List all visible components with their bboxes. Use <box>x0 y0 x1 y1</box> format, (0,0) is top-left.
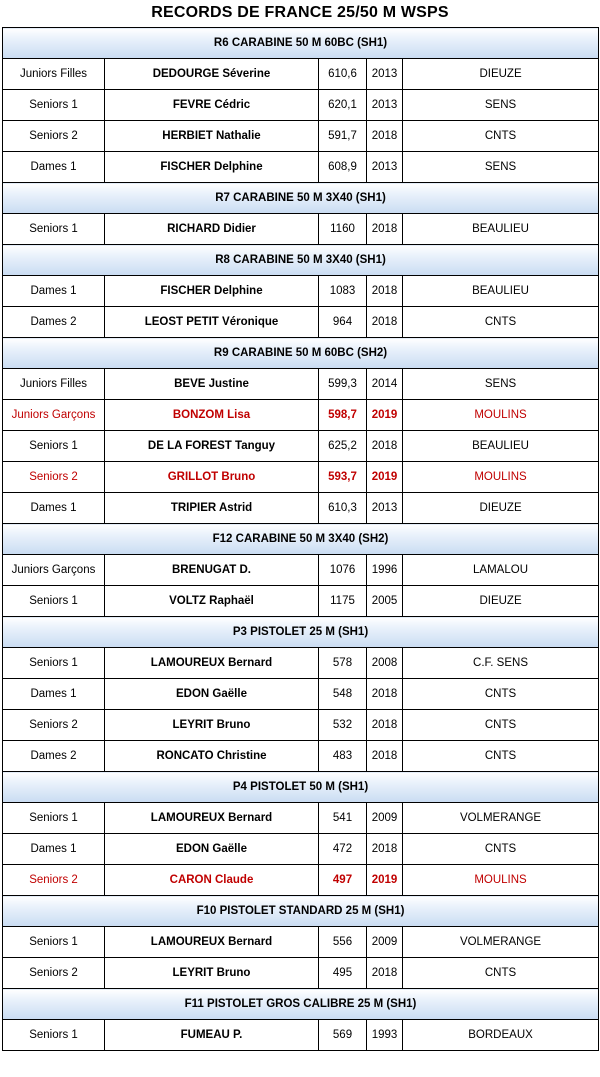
record-year: 2013 <box>367 493 403 524</box>
record-row <box>3 648 599 679</box>
record-category: Seniors 1 <box>3 1020 105 1051</box>
page-title: RECORDS DE FRANCE 25/50 M WSPS <box>151 4 449 21</box>
record-place: MOULINS <box>403 400 599 431</box>
record-place: CNTS <box>403 741 599 772</box>
record-row <box>3 710 599 741</box>
section-header: R8 CARABINE 50 M 3X40 (SH1) <box>3 245 599 276</box>
record-athlete: LEYRIT Bruno <box>105 958 319 989</box>
record-year: 2005 <box>367 586 403 617</box>
record-athlete: LAMOUREUX Bernard <box>105 803 319 834</box>
record-athlete: RONCATO Christine <box>105 741 319 772</box>
record-athlete: FUMEAU P. <box>105 1020 319 1051</box>
record-score: 548 <box>319 679 367 710</box>
record-score: 593,7 <box>319 462 367 493</box>
record-score: 569 <box>319 1020 367 1051</box>
record-category: Juniors Garçons <box>3 555 105 586</box>
record-place: BEAULIEU <box>403 431 599 462</box>
record-year: 2019 <box>367 400 403 431</box>
record-year: 2008 <box>367 648 403 679</box>
record-athlete: LEOST PETIT Véronique <box>105 307 319 338</box>
record-score: 556 <box>319 927 367 958</box>
record-year: 2013 <box>367 90 403 121</box>
record-row <box>3 214 599 245</box>
record-athlete: BEVE Justine <box>105 369 319 400</box>
section-header-row <box>3 338 599 369</box>
record-place: VOLMERANGE <box>403 927 599 958</box>
record-row <box>3 90 599 121</box>
record-score: 599,3 <box>319 369 367 400</box>
record-year: 2019 <box>367 462 403 493</box>
record-category: Dames 1 <box>3 679 105 710</box>
record-row <box>3 59 599 90</box>
record-category: Juniors Filles <box>3 369 105 400</box>
record-place: SENS <box>403 369 599 400</box>
record-place: DIEUZE <box>403 586 599 617</box>
record-year: 2013 <box>367 59 403 90</box>
record-year: 1996 <box>367 555 403 586</box>
record-score: 1175 <box>319 586 367 617</box>
record-row <box>3 276 599 307</box>
record-athlete: FEVRE Cédric <box>105 90 319 121</box>
record-year: 2018 <box>367 958 403 989</box>
record-category: Dames 1 <box>3 276 105 307</box>
record-category: Juniors Garçons <box>3 400 105 431</box>
record-athlete: RICHARD Didier <box>105 214 319 245</box>
record-row <box>3 803 599 834</box>
section-header: R6 CARABINE 50 M 60BC (SH1) <box>3 28 599 59</box>
record-score: 497 <box>319 865 367 896</box>
record-category: Seniors 1 <box>3 214 105 245</box>
record-category: Dames 1 <box>3 493 105 524</box>
record-athlete: TRIPIER Astrid <box>105 493 319 524</box>
section-header-row <box>3 989 599 1020</box>
record-row <box>3 431 599 462</box>
record-score: 625,2 <box>319 431 367 462</box>
record-score: 591,7 <box>319 121 367 152</box>
record-athlete: BONZOM Lisa <box>105 400 319 431</box>
record-score: 610,3 <box>319 493 367 524</box>
record-place: BORDEAUX <box>403 1020 599 1051</box>
record-category: Seniors 1 <box>3 586 105 617</box>
record-row <box>3 741 599 772</box>
section-header: F10 PISTOLET STANDARD 25 M (SH1) <box>3 896 599 927</box>
record-athlete: EDON Gaëlle <box>105 679 319 710</box>
record-athlete: LAMOUREUX Bernard <box>105 927 319 958</box>
section-header: R7 CARABINE 50 M 3X40 (SH1) <box>3 183 599 214</box>
record-score: 608,9 <box>319 152 367 183</box>
record-row <box>3 679 599 710</box>
record-category: Dames 2 <box>3 307 105 338</box>
record-row <box>3 121 599 152</box>
record-row <box>3 834 599 865</box>
record-athlete: HERBIET Nathalie <box>105 121 319 152</box>
section-header: F12 CARABINE 50 M 3X40 (SH2) <box>3 524 599 555</box>
record-category: Seniors 1 <box>3 431 105 462</box>
record-category: Seniors 2 <box>3 710 105 741</box>
record-row <box>3 307 599 338</box>
record-category: Seniors 1 <box>3 648 105 679</box>
record-athlete: FISCHER Delphine <box>105 152 319 183</box>
section-header: F11 PISTOLET GROS CALIBRE 25 M (SH1) <box>3 989 599 1020</box>
record-year: 1993 <box>367 1020 403 1051</box>
record-row <box>3 865 599 896</box>
record-score: 610,6 <box>319 59 367 90</box>
record-athlete: BRENUGAT D. <box>105 555 319 586</box>
section-header: P3 PISTOLET 25 M (SH1) <box>3 617 599 648</box>
record-row <box>3 1020 599 1051</box>
record-score: 1083 <box>319 276 367 307</box>
record-year: 2018 <box>367 276 403 307</box>
record-score: 1160 <box>319 214 367 245</box>
record-place: DIEUZE <box>403 59 599 90</box>
section-header: P4 PISTOLET 50 M (SH1) <box>3 772 599 803</box>
record-year: 2009 <box>367 803 403 834</box>
record-athlete: CARON Claude <box>105 865 319 896</box>
record-row <box>3 462 599 493</box>
record-row <box>3 958 599 989</box>
record-year: 2009 <box>367 927 403 958</box>
record-year: 2013 <box>367 152 403 183</box>
section-header-row <box>3 183 599 214</box>
record-place: CNTS <box>403 679 599 710</box>
record-place: C.F. SENS <box>403 648 599 679</box>
record-place: DIEUZE <box>403 493 599 524</box>
record-year: 2018 <box>367 307 403 338</box>
record-athlete: DEDOURGE Séverine <box>105 59 319 90</box>
record-row <box>3 927 599 958</box>
record-score: 483 <box>319 741 367 772</box>
section-header-row <box>3 896 599 927</box>
record-place: MOULINS <box>403 865 599 896</box>
section-header-row <box>3 772 599 803</box>
record-category: Juniors Filles <box>3 59 105 90</box>
record-row <box>3 493 599 524</box>
record-score: 472 <box>319 834 367 865</box>
record-athlete: VOLTZ Raphaël <box>105 586 319 617</box>
record-row <box>3 586 599 617</box>
record-score: 598,7 <box>319 400 367 431</box>
record-category: Seniors 2 <box>3 462 105 493</box>
record-athlete: LEYRIT Bruno <box>105 710 319 741</box>
record-score: 495 <box>319 958 367 989</box>
record-year: 2018 <box>367 679 403 710</box>
record-place: MOULINS <box>403 462 599 493</box>
record-score: 541 <box>319 803 367 834</box>
record-athlete: GRILLOT Bruno <box>105 462 319 493</box>
record-place: SENS <box>403 90 599 121</box>
record-place: CNTS <box>403 958 599 989</box>
record-category: Seniors 1 <box>3 927 105 958</box>
record-place: CNTS <box>403 307 599 338</box>
record-category: Dames 1 <box>3 834 105 865</box>
record-athlete: LAMOUREUX Bernard <box>105 648 319 679</box>
record-athlete: EDON Gaëlle <box>105 834 319 865</box>
record-place: BEAULIEU <box>403 276 599 307</box>
record-place: VOLMERANGE <box>403 803 599 834</box>
record-row <box>3 400 599 431</box>
record-year: 2018 <box>367 214 403 245</box>
section-header-row <box>3 28 599 59</box>
record-score: 532 <box>319 710 367 741</box>
record-category: Dames 1 <box>3 152 105 183</box>
record-year: 2019 <box>367 865 403 896</box>
record-category: Seniors 2 <box>3 958 105 989</box>
record-score: 620,1 <box>319 90 367 121</box>
record-row <box>3 369 599 400</box>
record-category: Seniors 1 <box>3 90 105 121</box>
record-year: 2018 <box>367 741 403 772</box>
record-year: 2018 <box>367 121 403 152</box>
record-category: Seniors 2 <box>3 865 105 896</box>
section-header: R9 CARABINE 50 M 60BC (SH2) <box>3 338 599 369</box>
section-header-row <box>3 524 599 555</box>
section-header-row <box>3 245 599 276</box>
record-place: BEAULIEU <box>403 214 599 245</box>
records-table <box>2 27 599 1051</box>
record-year: 2014 <box>367 369 403 400</box>
record-athlete: FISCHER Delphine <box>105 276 319 307</box>
record-year: 2018 <box>367 431 403 462</box>
record-year: 2018 <box>367 834 403 865</box>
record-category: Seniors 2 <box>3 121 105 152</box>
record-place: SENS <box>403 152 599 183</box>
record-category: Dames 2 <box>3 741 105 772</box>
record-row <box>3 152 599 183</box>
record-category: Seniors 1 <box>3 803 105 834</box>
record-place: LAMALOU <box>403 555 599 586</box>
record-score: 1076 <box>319 555 367 586</box>
section-header-row <box>3 617 599 648</box>
record-score: 964 <box>319 307 367 338</box>
record-place: CNTS <box>403 710 599 741</box>
record-athlete: DE LA FOREST Tanguy <box>105 431 319 462</box>
record-score: 578 <box>319 648 367 679</box>
record-place: CNTS <box>403 121 599 152</box>
record-year: 2018 <box>367 710 403 741</box>
record-place: CNTS <box>403 834 599 865</box>
record-row <box>3 555 599 586</box>
